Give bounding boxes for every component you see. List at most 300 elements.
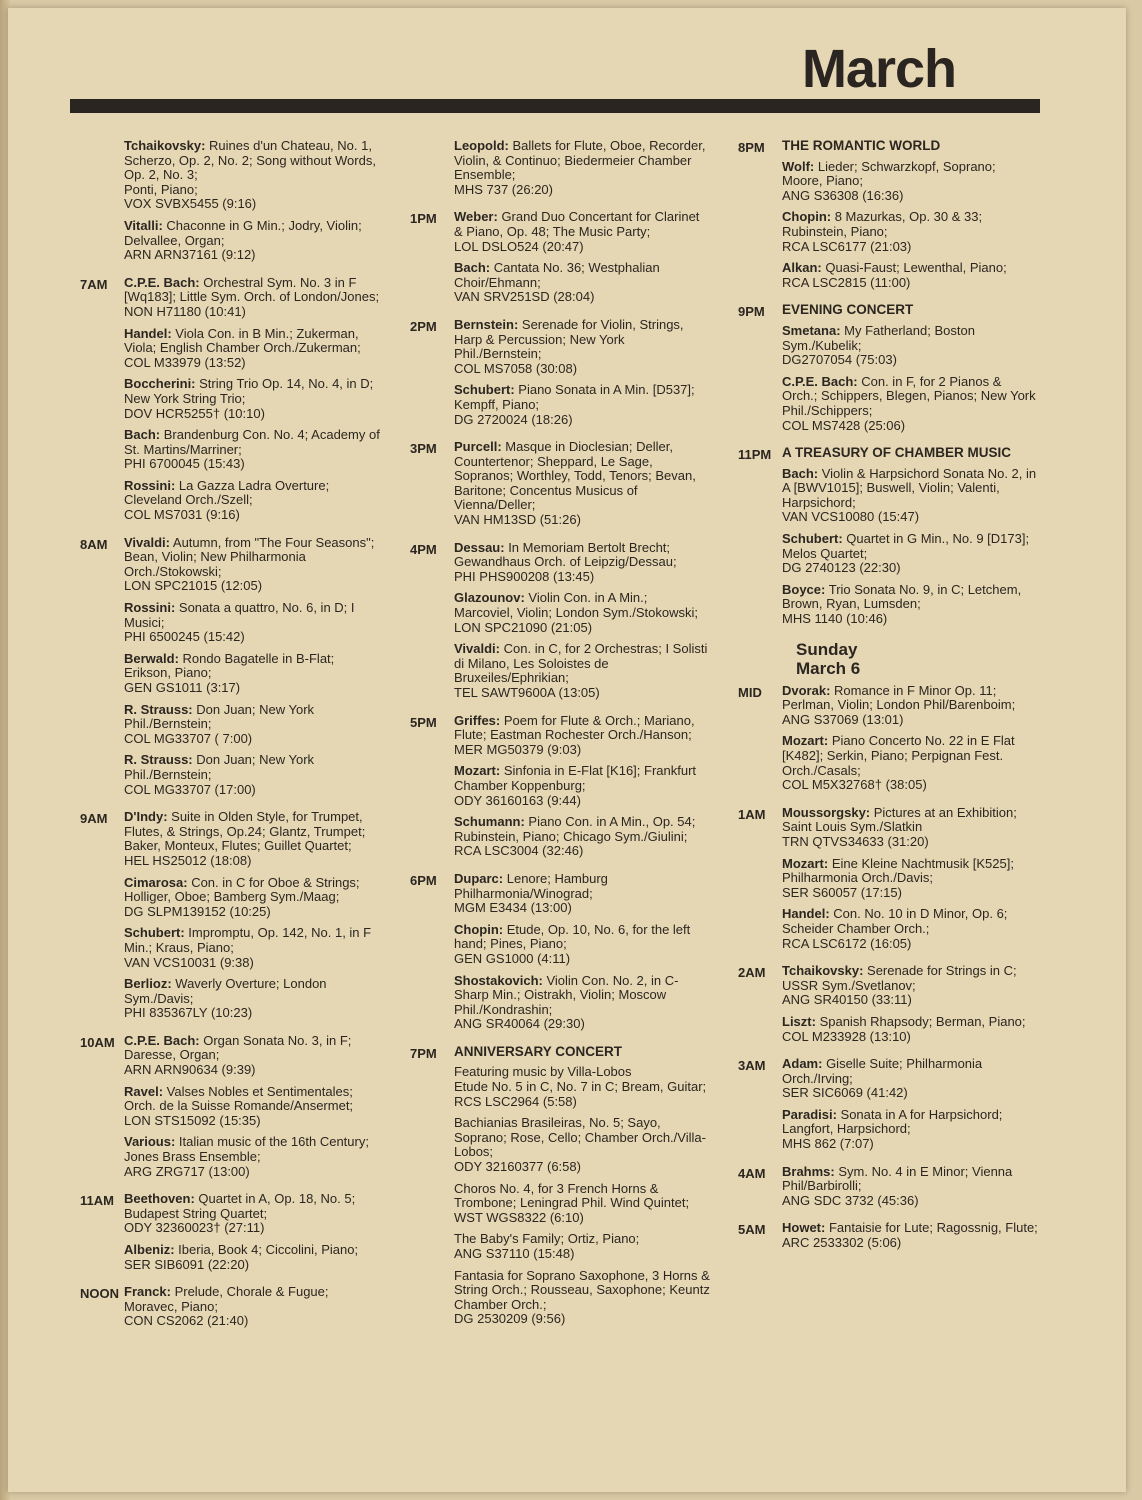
time-label (410, 139, 454, 204)
listing-line: SER SIC6069 (41:42) (782, 1085, 908, 1101)
composer-name: Leopold: (454, 138, 509, 153)
listing-line: TEL SAWT9600A (13:05) (454, 685, 600, 700)
slot-entries (454, 541, 710, 708)
composer-name: Boccherini: (124, 376, 196, 392)
time-slot (410, 440, 710, 535)
program-title: ANNIVERSARY CONCERT (454, 1043, 623, 1059)
listing-line: COL MG33707 ( 7:00) (124, 730, 253, 746)
composer-name: Adam: (782, 1056, 823, 1072)
listing-line: Sinfonia in E-Flat [K16]; Frankfurt Chamber Koppenburg; (454, 763, 697, 793)
listing-entry (782, 160, 1038, 204)
listing-line: Con. in C, for 2 Orchestras; I Solisti di Milano, Les Soloistes de Bruxeiles/Ephrikian; (454, 641, 708, 686)
listing-entry (454, 764, 710, 808)
listing-line: Con. in C for Oboe & Strings; Holliger, Oboe; Bamberg Sym./Maag; (124, 874, 360, 905)
time-slot (410, 1045, 710, 1334)
listing-line: Choros No. 4, for 3 French Horns & Trombone; Leningrad Phil. Wind Quintet; (454, 1180, 690, 1211)
listing-line: Impromptu, Op. 142, No. 1, in F Min.; Kraus, Piano; (124, 925, 372, 955)
listing-line: ARC 2533302 (5:06) (782, 1235, 902, 1251)
listing-line: ANG SR40064 (29:30) (454, 1016, 585, 1032)
listing-line: Organ Sonata No. 3, in F; Daresse, Organ; (124, 1032, 352, 1063)
listing-entry (782, 907, 1038, 951)
listing-line: ARG ZRG717 (13:00) (124, 1163, 250, 1179)
time-slot (738, 446, 1038, 634)
time-label: 2AM (738, 965, 766, 981)
composer-name: C.P.E. Bach: (124, 274, 200, 290)
time-label: 1PM (410, 211, 437, 227)
listing-line: Pictures at an Exhibition; Saint Louis Sym./Slatkin (782, 804, 1017, 835)
composer-name: Smetana: (782, 322, 841, 338)
listing-line: VAN HM13SD (51:26) (454, 512, 581, 528)
listing-line: Piano Con. in A Min., Op. 54; Rubinstein, Piano; Chicago Sym./Giulini; (454, 814, 696, 844)
day-heading-line: Sunday (796, 639, 858, 659)
listing-line: MHS 862 (7:07) (782, 1136, 874, 1152)
time-label: 5PM (410, 714, 437, 730)
composer-name: Alkan: (782, 260, 822, 276)
listing-line: LON SPC21090 (21:05) (454, 619, 593, 635)
time-label: 6PM (410, 872, 437, 888)
listing-line: 8 Mazurkas, Op. 30 & 33; Rubinstein, Piano; (782, 209, 983, 239)
listing-line: RCA LSC6172 (16:05) (782, 935, 912, 951)
slot-entries (454, 440, 710, 535)
listing-entry (124, 810, 380, 868)
listing-line: Chaconne in G Min.; Jodry, Violin; Delvallee, Organ; (124, 217, 362, 248)
composer-name: Griffes: (454, 712, 501, 728)
listing-line: ANG S37110 (15:48) (454, 1246, 575, 1261)
listing-entry (124, 703, 380, 747)
listing-line: Violin Con. No. 2, in C-Sharp Min.; Oistrakh, Violin; Moscow Phil./Kondrashin; (454, 972, 679, 1017)
slot-entries (782, 139, 1038, 297)
composer-name: Mozart: (782, 733, 829, 749)
time-slot (410, 872, 710, 1039)
listing-line: Violin & Harpsichord Sonata No. 2, in A [BWV1015]; Buswell, Violin; Valenti, Harpsichord; (782, 465, 1037, 510)
listing-line: Autumn, from "The Four Seasons"; Bean, Violin; New Philharmonia Orch./Stokowski; (124, 534, 375, 579)
listing-entry (124, 753, 380, 797)
listing-line: PHI 6500245 (15:42) (124, 629, 245, 645)
listing-entry (454, 714, 710, 758)
time-label: 4PM (410, 541, 437, 557)
composer-name: Berlioz: (124, 976, 172, 992)
time-label (80, 139, 124, 270)
listing-line: Trio Sonata No. 9, in C; Letchem, Brown, Ryan, Lumsden; (782, 581, 1022, 612)
listing-line: Eine Kleine Nachtmusik [K525]; Philharmonia Orch./Davis; (782, 855, 1014, 886)
listing-line: LOL DSLO524 (20:47) (454, 238, 584, 254)
listing-line: COL MS7031 (9:16) (124, 507, 240, 523)
listing-entry (782, 1015, 1038, 1044)
listing-entry (782, 1221, 1038, 1250)
composer-name: Shostakovich: (454, 972, 543, 988)
listing-entry (782, 857, 1038, 901)
time-slot (738, 1165, 1038, 1216)
listing-line: LON STS15092 (15:35) (124, 1112, 261, 1128)
listing-line: Ballets for Flute, Oboe, Recorder, Violin, & Continuo; Biedermeier Chamber Ensemble; (454, 138, 706, 183)
composer-name: Mozart: (782, 855, 829, 871)
listing-entry (124, 139, 380, 212)
listing-line: ODY 32160377 (6:58) (454, 1159, 581, 1175)
listing-entry (782, 375, 1038, 433)
listing-line: MGM E3434 (13:00) (454, 900, 572, 916)
slot-entries (782, 684, 1038, 800)
listing-line: Spanish Rhapsody; Berman, Piano; (815, 1013, 1026, 1029)
time-label: MID (738, 684, 762, 700)
listing-entry (782, 684, 1038, 728)
listing-entry (454, 318, 710, 376)
listing-line: VAN VCS10031 (9:38) (124, 954, 254, 970)
composer-name: Bach: (124, 427, 161, 443)
listing-entry (454, 872, 710, 916)
listing-line: Giselle Suite; Philharmonia Orch./Irving; (782, 1056, 983, 1086)
composer-name: Weber: (454, 209, 498, 225)
listing-line: VOX SVBX5455 (9:16) (124, 196, 257, 212)
listing-entry (454, 440, 710, 528)
listing-entry (124, 276, 380, 320)
listing-line: Grand Duo Concertant for Clarinet & Piano, Op. 48; The Music Party; (454, 209, 700, 239)
listing-line: Don Juan; New York Phil./Bernstein; (124, 701, 315, 732)
listing-entry (454, 1182, 710, 1226)
composer-name: Handel: (782, 906, 830, 922)
time-label: 10AM (80, 1034, 115, 1050)
listing-line: ARN ARN37161 (9:12) (124, 247, 256, 263)
listing-line: DG 2530209 (9:56) (454, 1311, 566, 1327)
listing-line: Masque in Dioclesian; Deller, Countertenor; Sheppard, Le Sage, Sopranos; Worthley, Todd, Tenors; Bevan, Baritone; Concentus Musicus of Vienna/Deller; (454, 439, 696, 513)
listing-entry (454, 923, 710, 967)
time-label: 9AM (80, 811, 108, 827)
listing-line: DG2707054 (75:03) (782, 352, 897, 368)
slot-entries (782, 1057, 1038, 1159)
listing-entry (124, 926, 380, 970)
listing-line: Piano Concerto No. 22 in E Flat [K482]; Serkin, Piano; Perpignan Fest. Orch./Casals; (782, 733, 1015, 778)
listing-line: GEN GS1011 (3:17) (124, 680, 241, 695)
listing-entry (454, 974, 710, 1032)
listing-entry (782, 261, 1038, 290)
listing-line: Violin Con. in A Min.; Marcoviel, Violin; London Sym./Stokowski; (454, 590, 698, 621)
listing-line: In Memoriam Bertolt Brecht; Gewandhaus Orch. of Leipzig/Dessau; (454, 539, 677, 570)
composer-name: Vivaldi: (454, 641, 501, 657)
slot-entries (124, 536, 380, 805)
composer-name: R. Strauss: (124, 752, 193, 768)
listing-line: COL M233928 (13:10) (782, 1028, 911, 1044)
schedule-column-2 (410, 139, 710, 1340)
listing-line: ANG SDC 3732 (45:36) (782, 1192, 919, 1208)
listing-entry (782, 964, 1038, 1008)
listing-line: ODY 36160163 (9:44) (454, 792, 581, 808)
listing-line: COL MS7428 (25:06) (782, 417, 906, 433)
listing-line: ANG SR40150 (33:11) (782, 992, 912, 1008)
listing-entry (782, 734, 1038, 792)
listing-line: MHS 737 (26:20) (454, 181, 553, 197)
composer-name: C.P.E. Bach: (124, 1032, 200, 1048)
listing-line: Con. No. 10 in D Minor, Op. 6; Scheider Chamber Orch.; (782, 906, 1008, 936)
listing-line: Italian music of the 16th Century; Jones Brass Ensemble; (124, 1134, 369, 1165)
slot-entries (454, 210, 710, 312)
listing-line: PHI PHS900208 (13:45) (454, 568, 595, 584)
time-slot (80, 1285, 380, 1336)
page-title: March (801, 39, 956, 99)
slot-entries (782, 446, 1038, 634)
listing-entry (454, 139, 710, 197)
listing-entry (454, 383, 710, 427)
time-label: 8PM (738, 140, 765, 155)
composer-name: Berwald: (124, 650, 179, 666)
listing-line: Ponti, Piano; (124, 181, 198, 197)
program-title: A TREASURY OF CHAMBER MUSIC (782, 445, 1012, 461)
composer-name: Vitalli: (124, 217, 163, 233)
slot-entries (782, 964, 1038, 1051)
composer-name: Chopin: (454, 921, 504, 937)
listing-line: Poem for Flute & Orch.; Mariano, Flute; Eastman Rochester Orch./Hanson; (454, 712, 695, 743)
listing-entry (454, 642, 710, 700)
slot-entries (782, 1165, 1038, 1216)
composer-name: Rossini: (124, 477, 176, 493)
listing-entry (782, 583, 1038, 627)
listing-line: ODY 32360023† (27:11) (124, 1220, 265, 1236)
listing-entry (124, 1085, 380, 1129)
listing-line: SER SIB6091 (22:20) (124, 1256, 250, 1272)
listing-entry (454, 1232, 710, 1261)
listing-line: MHS 1140 (10:46) (782, 611, 888, 627)
listing-entry (124, 377, 380, 421)
listing-line: Fantaisie for Lute; Ragossnig, Flute; (825, 1220, 1038, 1236)
listing-line: RCA LSC6177 (21:03) (782, 238, 912, 254)
listing-line: DG 2740123 (22:30) (782, 560, 901, 576)
listing-entry (782, 210, 1038, 254)
day-heading (796, 640, 1038, 678)
listing-entry (782, 1108, 1038, 1152)
composer-name: Schumann: (454, 814, 525, 830)
slot-entries (124, 1285, 380, 1336)
listing-entry (124, 327, 380, 371)
slot-entries (454, 139, 710, 204)
listing-line: Quasi-Faust; Lewenthal, Piano; (821, 260, 1007, 276)
composer-name: Wolf: (782, 158, 815, 174)
slot-entries (124, 276, 380, 530)
listing-line: Serenade for Violin, Strings, Harp & Percussion; New York Phil./Bernstein; (454, 316, 684, 362)
time-label: 4AM (738, 1165, 766, 1181)
time-slot (738, 806, 1038, 958)
listing-line: Ruines d'un Chateau, No. 1, Scherzo, Op. 2, No. 2; Song without Words, Op. 2, No. 3; (124, 138, 376, 183)
listing-entry (454, 815, 710, 859)
slot-entries (454, 872, 710, 1039)
listing-line: Valses Nobles et Sentimentales; Orch. de la Suisse Romande/Ansermet; (124, 1083, 354, 1114)
time-slot (80, 276, 380, 530)
listing-entry (124, 876, 380, 920)
time-slot (738, 139, 1038, 297)
composer-name: Bach: (454, 260, 491, 276)
listing-line: DG 2720024 (18:26) (454, 411, 573, 427)
composer-name: Dvorak: (782, 682, 831, 698)
schedule-column-3 (738, 139, 1038, 1264)
listing-line: Serenade for Strings in C; USSR Sym./Svetlanov; (782, 963, 1017, 993)
listing-entry (124, 1285, 380, 1329)
program-title: THE ROMANTIC WORLD (782, 138, 941, 153)
time-slot (738, 303, 1038, 440)
composer-name: D'Indy: (124, 809, 168, 825)
composer-name: Cimarosa: (124, 874, 188, 890)
listing-line: MER MG50379 (9:03) (454, 741, 582, 757)
composer-name: Beethoven: (124, 1191, 195, 1207)
listing-line: LON SPC21015 (12:05) (124, 578, 263, 594)
composer-name: Dessau: (454, 539, 505, 555)
slot-entries (454, 1045, 710, 1334)
listing-line: Sonata a quattro, No. 6, in D; I Musici; (124, 600, 355, 630)
listing-entry (782, 324, 1038, 368)
listing-line: COL M33979 (13:52) (124, 354, 246, 370)
slot-entries (124, 1034, 380, 1186)
time-label: 8AM (80, 536, 108, 552)
listing-line: Bachianias Brasileiras, No. 5; Sayo, Soprano; Rose, Cello; Chamber Orch./Villa-Lobos; (454, 1115, 706, 1160)
listing-line: PHI 6700045 (15:43) (124, 456, 245, 472)
slot-entries (124, 139, 380, 270)
listing-line: My Fatherland; Boston Sym./Kubelik; (782, 322, 975, 353)
listing-line: Sonata in A for Harpsichord; Langfort, Harpsichord; (782, 1106, 1003, 1137)
composer-name: Albeniz: (124, 1242, 175, 1257)
time-slot (410, 210, 710, 312)
time-label: 7AM (80, 276, 108, 292)
listing-entry (454, 1116, 710, 1174)
listing-line: Con. in F, for 2 Pianos & Orch.; Schippers, Blegen, Pianos; New York Phil./Schippers; (782, 373, 1036, 418)
composer-name: Franck: (124, 1284, 171, 1300)
listing-line: Don Juan; New York Phil./Bernstein; (124, 752, 315, 782)
time-slot (80, 139, 380, 270)
listing-line: String Trio Op. 14, No. 4, in D; New York String Trio; (124, 376, 374, 406)
listing-line: SER S60057 (17:15) (782, 884, 902, 900)
listing-line: Iberia, Book 4; Ciccolini, Piano; (174, 1242, 359, 1257)
composer-name: Bach: (782, 465, 819, 481)
slot-entries (454, 318, 710, 434)
listing-line: COL MG33707 (17:00) (124, 781, 256, 797)
listing-line: DOV HCR5255† (10:10) (124, 405, 265, 421)
slot-entries (782, 303, 1038, 440)
listing-line: Viola Con. in B Min.; Zukerman, Viola; English Chamber Orch./Zukerman; (124, 325, 361, 356)
listing-line: WST WGS8322 (6:10) (454, 1209, 584, 1225)
slot-entries (782, 806, 1038, 958)
listing-line: Fantasia for Soprano Saxophone, 3 Horns & String Orch.; Rousseau, Saxophone; Keuntz Chamber Orch.; (454, 1267, 710, 1312)
time-slot (738, 1057, 1038, 1159)
listing-entry (124, 1192, 380, 1236)
composer-name: Purcell: (454, 439, 502, 455)
listing-line: Orchestral Sym. No. 3 in F [Wq183]; Little Sym. Orch. of London/Jones; (124, 274, 380, 305)
composer-name: Schubert: (454, 382, 515, 398)
listing-line: ANG S37069 (13:01) (782, 711, 904, 727)
time-slot (738, 964, 1038, 1051)
time-slot (410, 318, 710, 434)
listing-entry (454, 1269, 710, 1327)
time-label: 3AM (738, 1058, 766, 1074)
listing-line: Waverly Overture; London Sym./Davis; (124, 976, 327, 1006)
listing-line: Lenore; Hamburg Philharmonia/Winograd; (454, 870, 608, 901)
time-slot (410, 139, 710, 204)
day-heading-line: March 6 (796, 658, 861, 678)
header-rule (70, 99, 1040, 113)
composer-name: Tchaikovsky: (782, 963, 864, 979)
composer-name: Mozart: (454, 763, 501, 779)
composer-name: Various: (124, 1134, 176, 1150)
listing-entry (782, 532, 1038, 576)
listing-line: VAN SRV251SD (28:04) (454, 289, 595, 305)
listing-entry (782, 467, 1038, 525)
listing-line: VAN VCS10080 (15:47) (782, 509, 920, 525)
composer-name: Paradisi: (782, 1106, 837, 1122)
composer-name: Boyce: (782, 581, 826, 597)
composer-name: Liszt: (782, 1013, 816, 1029)
time-label: 1AM (738, 806, 766, 822)
listing-entry (124, 219, 380, 263)
listing-entry (124, 1034, 380, 1078)
listing-line: CON CS2062 (21:40) (124, 1313, 249, 1329)
listing-line: RCA LSC3004 (32:46) (454, 843, 584, 859)
listing-entry (124, 652, 380, 696)
slot-entries (782, 1221, 1038, 1257)
listing-line: La Gazza Ladra Overture; Cleveland Orch./Szell; (124, 477, 330, 508)
listing-line: Featuring music by Villa-Lobos (454, 1064, 632, 1080)
listing-line: The Baby's Family; Ortiz, Piano; (454, 1231, 640, 1247)
listing-entry (454, 261, 710, 305)
listing-entry (124, 1243, 380, 1272)
time-slot (80, 536, 380, 805)
listing-line: Lieder; Schwarzkopf, Soprano; Moore, Piano; (782, 158, 996, 189)
listing-line: Rondo Bagatelle in B-Flat; Erikson, Piano; (124, 650, 335, 681)
listing-entry (782, 1057, 1038, 1101)
listing-line: Quartet in G Min., No. 9 [D173]; Melos Quartet; (782, 531, 1030, 561)
composer-name: Duparc: (454, 870, 504, 886)
listing-line: ARN ARN90634 (9:39) (124, 1062, 256, 1078)
slot-entries (454, 714, 710, 866)
time-slot (738, 1221, 1038, 1257)
time-label: 11AM (80, 1193, 114, 1209)
schedule-column-1 (80, 139, 380, 1342)
composer-name: Brahms: (782, 1163, 835, 1179)
listing-line: Etude, Op. 10, No. 6, for the left hand; Pines, Piano; (454, 921, 691, 952)
composer-name: Schubert: (124, 925, 185, 941)
listing-line: GEN GS1000 (4:11) (454, 950, 571, 966)
time-label: 2PM (410, 318, 437, 334)
time-slot (410, 541, 710, 708)
program-title: EVENING CONCERT (782, 302, 914, 318)
time-slot (738, 684, 1038, 800)
time-slot (80, 1034, 380, 1186)
listing-line: Brandenburg Con. No. 4; Academy of St. Martins/Marriner; (124, 427, 380, 457)
time-slot (80, 1192, 380, 1279)
listing-line: RCS LSC2964 (5:58) (454, 1093, 577, 1109)
listing-line: PHI 835367LY (10:23) (124, 1005, 253, 1021)
composer-name: Moussorgsky: (782, 804, 871, 820)
composer-name: Glazounov: (454, 590, 525, 606)
listing-entry (782, 1165, 1038, 1209)
listing-line: HEL HS25012 (18:08) (124, 852, 252, 868)
time-slot (80, 810, 380, 1028)
listing-line: TRN QTVS34633 (31:20) (782, 833, 929, 849)
composer-name: Schubert: (782, 531, 843, 547)
listing-line: Suite in Olden Style, for Trumpet, Flutes, & Strings, Op.24; Glantz, Trumpet; Baker, Monteux, Flutes; Guillet Quartet; (124, 809, 366, 854)
listing-line: Cantata No. 36; Westphalian Choir/Ehmann; (454, 260, 660, 290)
composer-name: Chopin: (782, 209, 832, 225)
composer-name: Rossini: (124, 600, 176, 616)
listing-line: COL MS7058 (30:08) (454, 360, 578, 376)
slot-entries (124, 810, 380, 1028)
listing-entry (124, 479, 380, 523)
composer-name: Tchaikovsky: (124, 138, 206, 153)
time-label: 7PM (410, 1045, 437, 1061)
listing-entry (124, 977, 380, 1021)
listing-line: RCA LSC2815 (11:00) (782, 274, 911, 290)
time-slot (410, 714, 710, 866)
listing-line: Sym. No. 4 in E Minor; Vienna Phil/Barbirolli; (782, 1163, 1013, 1194)
listing-entry (454, 541, 710, 585)
listing-line: COL M5X32768† (38:05) (782, 777, 927, 793)
composer-name: Bernstein: (454, 316, 519, 332)
composer-name: Howet: (782, 1220, 826, 1236)
listing-line: Quartet in A, Op. 18, No. 5; Budapest String Quartet; (124, 1191, 356, 1221)
listing-line: Prelude, Chorale & Fugue; Moravec, Piano; (124, 1284, 329, 1314)
